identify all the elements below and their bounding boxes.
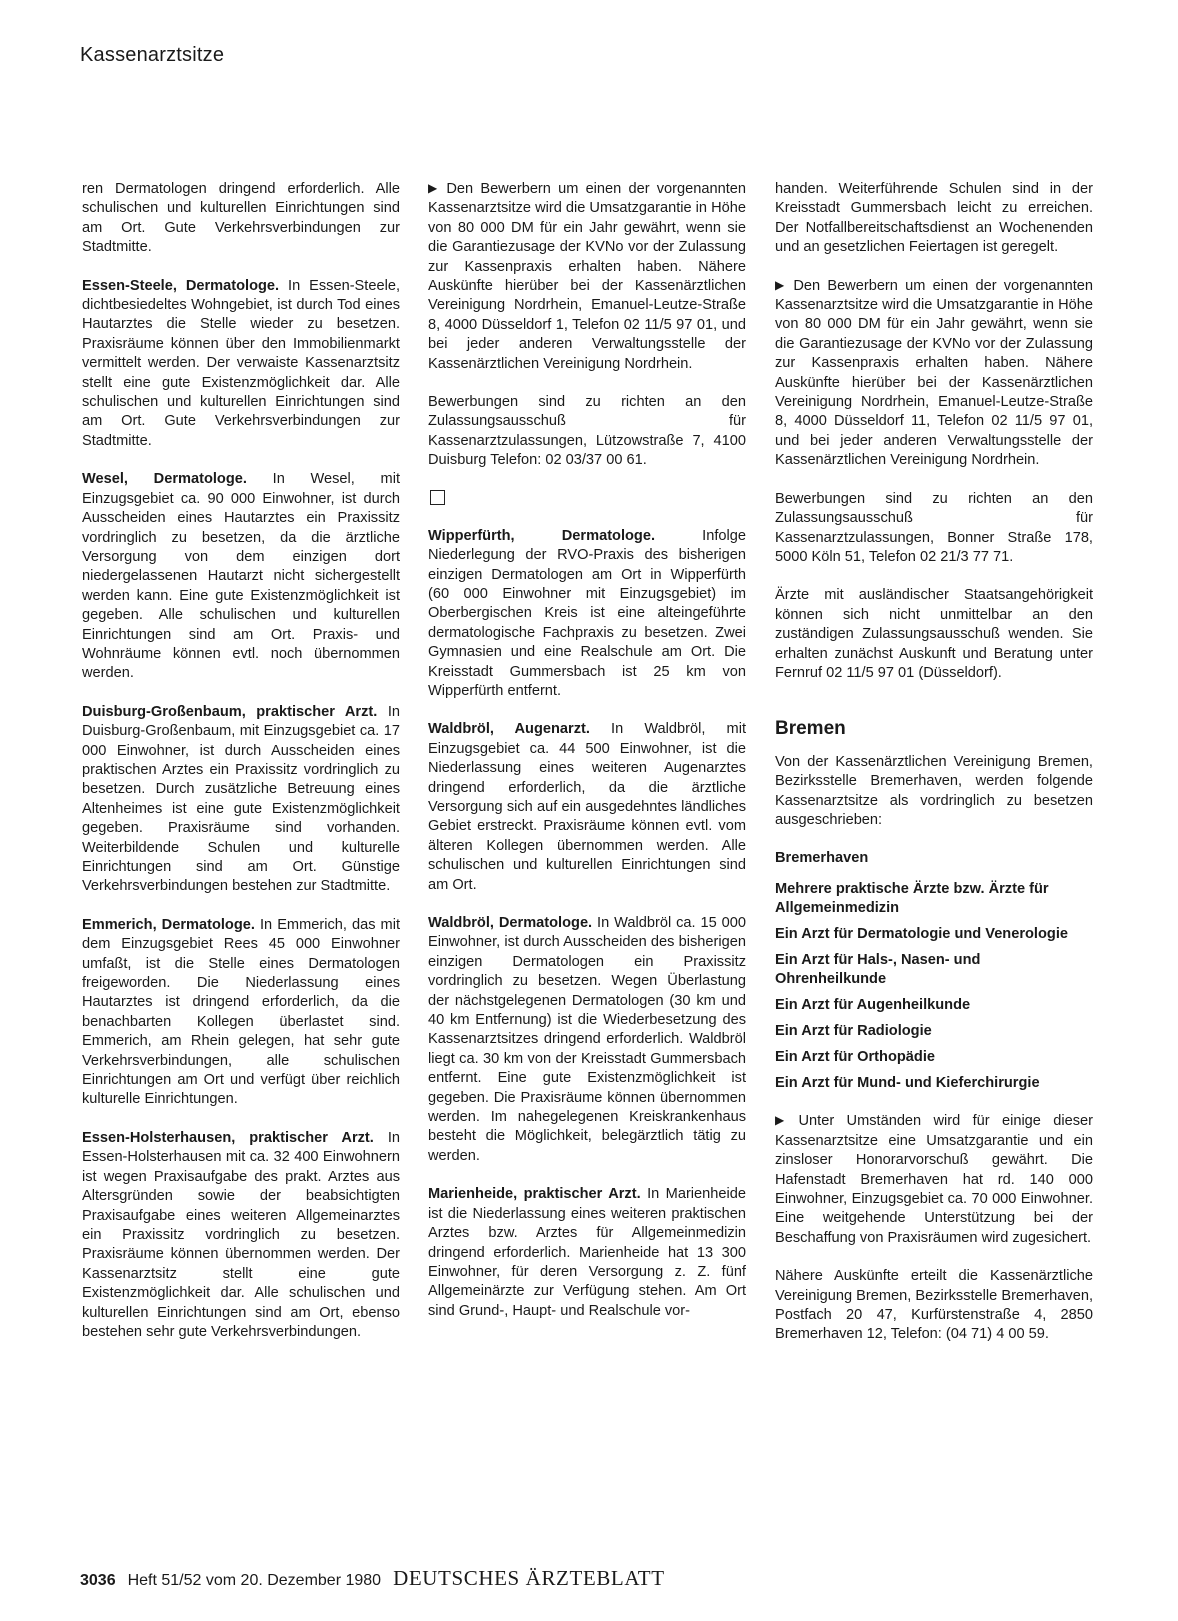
masthead: DEUTSCHES ÄRZTEBLATT: [393, 1566, 665, 1590]
application-paragraph: Bewerbungen sind zu richten an den Zulassungsausschuß für Kassenarztzulassungen, Lützowstraße 7, 4100 Duisburg Telefon: 02 03/37 00 61.: [428, 394, 746, 469]
bremen-place: Bremerhaven: [775, 850, 869, 867]
listing-heading: Waldbröl, Augenarzt.: [428, 721, 590, 738]
listing-essen-holsterhausen: Essen-Holsterhausen, praktischer Arzt. In Essen-Holsterhausen mit ca. 32 400 Einwohnern ist wegen Praxisaufgabe des prakt. Arztes aus Altersgründen sowie der beabsichtigten Praxisaufgabe eines weiteren Allgemeinarztes ein Praxissitz vordringlich zu besetzen. Praxisräume können übernommen werden. Der Kassenarztsitz stellt eine gute Existenzmöglichkeit dar. Alle schulischen und kulturellen Einrichtungen sind am Ort, ebenso bestehen sehr gute Verkehrsverbindungen.: [82, 1129, 401, 1340]
bremen-intro: Von der Kassenärztlichen Vereinigung Bremen, Bezirksstelle Bremerhaven, werden folgende Kassenarztsitze als vordringlich zu besetzen ausgeschrieben:: [775, 753, 1093, 828]
listing-wesel: Wesel, Dermatologe. In Wesel, mit Einzugsgebiet ca. 90 000 Einwohner, ist durch Ausscheiden eines Hautarztes ein Praxissitz vordringlich zu besetzen, da die ärztliche Versorgung von dem einzigen dort niedergelassenen Hautarzt nicht sichergestellt werden kann. Eine gute Existenzmöglichkeit ist gegeben. Alle schulischen und kulturellen Einrichtungen sind am Ort. Praxis- und Wohnräume können evtl. noch übernommen werden.: [82, 471, 400, 682]
column-3: [775, 180, 1093, 1364]
listing-essen-steele: Essen-Steele, Dermatologe. In Essen-Steele, dichtbesiedeltes Wohngebiet, ist durch Tod eines Hautarztes die Stelle wieder zu besetzen. Praxisräume können über den Immobilienmarkt vermittelt werden. Der verwaiste Kassenarztsitz stellt eine gute Existenzmöglichkeit dar. Alle schulischen und kulturellen Einrichtungen sind am Ort. Gute Verkehrsverbindungen zur Stadtmitte.: [82, 277, 400, 449]
bremen-item: Ein Arzt für Dermatologie und Venerologie: [775, 926, 1068, 943]
listing-heading: Wipperfürth, Dermatologe.: [428, 527, 656, 544]
listing-waldbroel-dermatologe: Waldbröl, Dermatologe. In Waldbröl ca. 15 000 Einwohner, ist durch Ausscheiden des bisherigen einzigen Dermatologen ein Praxissitz vordringlich zu besetzen. Wegen Überlastung der nächstgelegenen Dermatologen (30 km und 40 km Entfernung) ist die Wiederbesetzung des Kassenarztsitzes dringend erforderlich. Waldbröl liegt ca. 30 km von der Kreisstadt Gummersbach entfernt. Eine gute Existenzmöglichkeit ist gegeben. Die Praxisräume können übernommen werden. Im nahegelegenen Kreiskrankenhaus besteht die Möglichkeit, belegärztlich tätig zu werden.: [428, 915, 746, 1164]
page-footer: [80, 1566, 665, 1591]
listing-heading: Essen-Steele, Dermatologe.: [82, 277, 280, 294]
listing-heading: Duisburg-Großenbaum, praktischer Arzt.: [82, 703, 378, 720]
listing-heading: Essen-Holsterhausen, praktischer Arzt.: [82, 1129, 374, 1146]
listing-marienheide: Marienheide, praktischer Arzt. In Marienheide ist die Niederlassung eines weiteren praktischen Arztes bzw. Arztes für Allgemeinmedizin dringend erforderlich. Marienheide hat 13 300 Einwohner, für deren Versorgung z. Z. fünf Allgemeinärzte zur Verfügung stehen. Am Ort sind Grund-, Haupt- und Realschule vor-: [428, 1186, 746, 1319]
guarantee-paragraph: ▶ Den Bewerbern um einen der vorgenannten Kassenarztsitze wird die Umsatzgarantie in Höhe von 80 000 DM für ein Jahr gewährt, wenn sie die Garantiezusage der KVNo vor der Zulassung zur Kassenpraxis erhalten haben. Nähere Auskünfte hierüber bei der Kassenärztlichen Vereinigung Nordrhein, Emanuel-Leutze-Straße 8, 4000 Düsseldorf 11, Telefon 02 11/5 97 01, und bei jeder anderen Verwaltungsstelle der Kassenärztlichen Vereinigung Nordrhein.: [775, 277, 1094, 469]
listing-duisburg: Duisburg-Großenbaum, praktischer Arzt. In Duisburg-Großenbaum, mit Einzugsgebiet ca. 17 000 Einwohner, ist durch Ausscheiden eines praktischen Arztes ein Praxissitz vordringlich zu besetzen. Durch zusätzliche Betreuung eines Altenheimes ist eine gute Existenzmöglichkeit gegeben. Praxisräume sind vorhanden. Weiterbildende Schulen und kulturelle Einrichtungen sind am Ort. Günstige Verkehrsverbindungen bestehen zur Stadtmitte.: [82, 703, 400, 895]
triangle-bullet-icon: ▶: [775, 1113, 793, 1128]
bremen-item: Ein Arzt für Augenheilkunde: [775, 997, 971, 1014]
listing-heading: Emmerich, Dermatologe.: [82, 916, 255, 933]
bremen-item: Ein Arzt für Hals-, Nasen- und Ohrenheilkunde: [775, 952, 981, 988]
column-2: [428, 180, 746, 1340]
foreign-doctors-paragraph: Ärzte mit ausländischer Staatsangehörigkeit können sich nicht unmittelbar an den zuständigen Zulassungsausschuß wenden. Sie erhalten zunächst Auskunft und Beratung unter Fernruf 02 11/5 97 01 (Düsseldorf).: [775, 587, 1093, 681]
guarantee-paragraph: ▶ Den Bewerbern um einen der vorgenannten Kassenarztsitze wird die Umsatzgarantie in Höhe von 80 000 DM für ein Jahr gewährt, wenn sie die Garantiezusage der KVNo vor der Zulassung zur Kassenpraxis erhalten haben. Nähere Auskünfte hierüber bei der Kassenärztlichen Vereinigung Nordrhein, Emanuel-Leutze-Straße 8, 4000 Düsseldorf 1, Telefon 02 11/5 97 01, und bei jeder anderen Verwaltungsstelle der Kassenärztlichen Vereinigung Nordrhein.: [428, 181, 747, 372]
bremen-note: ▶ Unter Umständen wird für einige dieser Kassenarztsitze eine Umsatzgarantie und ein zinsloser Honorarvorschuß gewährt. Die Hafenstadt Bremerhaven hat rd. 140 000 Einwohner, Einzugsgebiet ca. 70 000 Einwohner. Eine weitgehende Unterstützung bei der Beschaffung von Praxisräumen wird zugesichert.: [775, 1113, 1093, 1246]
running-header: Kassenarztsitze: [80, 44, 225, 66]
application-paragraph: Bewerbungen sind zu richten an den Zulassungsausschuß für Kassenarztzulassungen, Bonner Straße 178, 5000 Köln 51, Telefon 02 21/3 77 71.: [775, 490, 1093, 565]
bremen-item: Mehrere praktische Ärzte bzw. Ärzte für Allgemeinmedizin: [775, 881, 1049, 917]
bremen-item: Ein Arzt für Mund- und Kieferchirurgie: [775, 1075, 1040, 1092]
column-1: [82, 180, 400, 1361]
listing-heading: Marienheide, praktischer Arzt.: [428, 1186, 641, 1203]
bremen-item: Ein Arzt für Radiologie: [775, 1023, 932, 1040]
paragraph: handen. Weiterführende Schulen sind in der Kreisstadt Gummersbach leicht zu erreichen. Der Notfallbereitschaftsdienst an Wochenenden und an gesetzlichen Feiertagen ist geregelt.: [775, 181, 1093, 256]
issue-info: Heft 51/52 vom 20. Dezember 1980: [127, 1572, 382, 1589]
triangle-bullet-icon: ▶: [428, 181, 441, 195]
bremen-contact: Nähere Auskünfte erteilt die Kassenärztliche Vereinigung Bremen, Bezirksstelle Bremerhaven, Postfach 20 47, Kurfürstenstraße 4, 2850 Bremerhaven 12, Telefon: (04 71) 4 00 59.: [775, 1268, 1093, 1343]
listing-heading: Waldbröl, Dermatologe.: [428, 915, 593, 931]
page-number: 3036: [80, 1572, 116, 1589]
triangle-bullet-icon: ▶: [775, 277, 788, 292]
listing-waldbroel-augenarzt: Waldbröl, Augenarzt. In Waldbröl, mit Einzugsgebiet ca. 44 500 Einwohner, ist die Niederlassung eines weiteren Augenarztes dringend erforderlich, da die ärztliche Versorgung sich auf ein ausgedehntes ländliches Gebiet erstreckt. Praxisräume können evtl. vom älteren Kollegen übernommen werden. Alle schulischen und kulturellen Einrichtungen sind am Ort.: [428, 721, 746, 893]
listing-wipperfuerth: Wipperfürth, Dermatologe. Infolge Niederlegung der RVO-Praxis des bisherigen einzigen Dermatologen am Ort in Wipperfürth (60 000 Einwohner mit Einzugsgebiet) im Oberbergischen Kreis ist eine alteingeführte dermatologische Fachpraxis zu besetzen. Zwei Gymnasien und eine Realschule am Ort. Die Kreisstadt Gummersbach ist 25 km von Wipperfürth entfernt.: [428, 527, 747, 699]
bremen-item: Ein Arzt für Orthopädie: [775, 1049, 935, 1066]
section-title-bremen: Bremen: [775, 718, 846, 740]
end-square-icon: [430, 490, 445, 505]
paragraph: ren Dermatologen dringend erforderlich. Alle schulischen und kulturellen Einrichtungen sind am Ort. Gute Verkehrsverbindungen zur Stadtmitte.: [82, 181, 400, 256]
listing-heading: Wesel, Dermatologe.: [82, 471, 247, 488]
listing-emmerich: Emmerich, Dermatologe. In Emmerich, das mit dem Einzugsgebiet Rees 45 000 Einwohner umfaßt, ist die Stelle eines Dermatologen freigeworden. Die Niederlassung eines Hautarztes ist dringend erforderlich, da die benachbarten Kollegen überlastet sind. Emmerich, am Rhein gelegen, hat sehr gute Verkehrsverbindungen, alle schulischen Einrichtungen am Ort und verfügt über reichlich kulturelle Einrichtungen.: [82, 916, 401, 1108]
